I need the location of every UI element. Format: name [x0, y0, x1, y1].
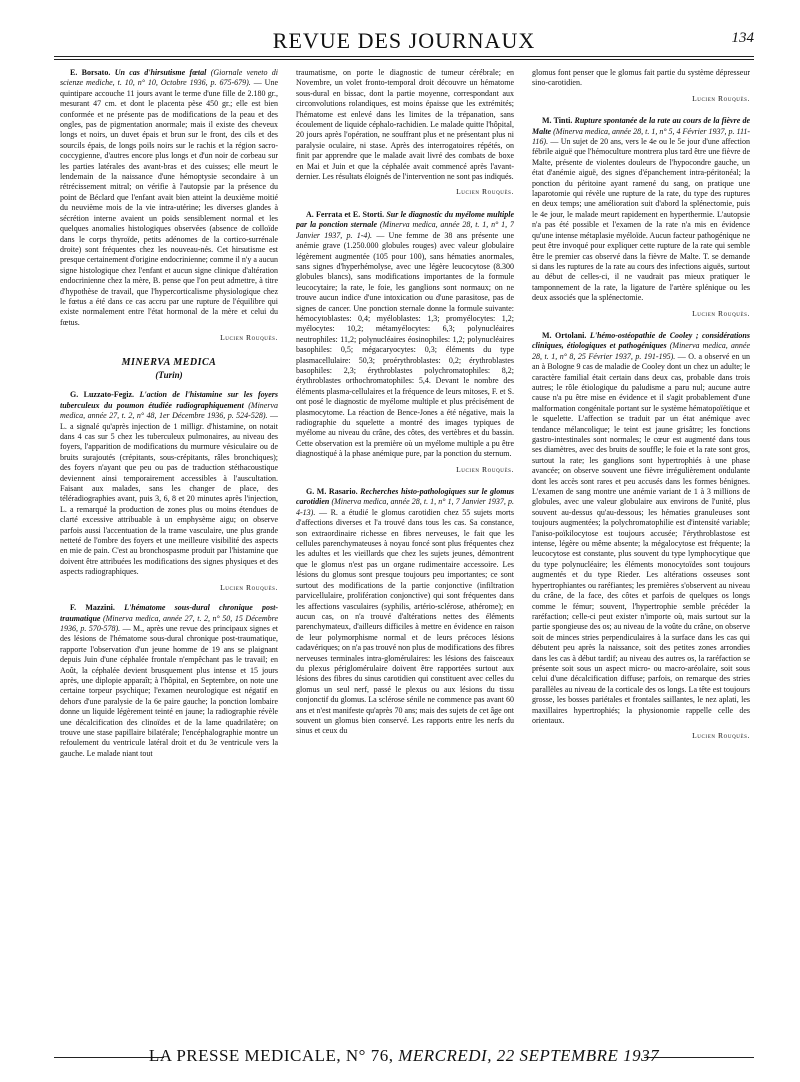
- page-header: [54, 26, 754, 54]
- article-body: — Une femme de 38 ans présente une anémie grave (1.250.000 globules rouges) avec valeur globulaire légèrement augmentée (105 pour 100), sans hématies anormales, sans signes d'hyperhémolyse, avec une légère leucocytose (8.300 globules blancs), sans modifications importantes de la formule leucocytaire; la rate, le foie, les ganglions sont normaux; on ne trouve aucun indice d'une intoxication ou d'une parasitose, pas de signes de cancer. Une ponction sternale donne la formule suivante: hémocytoblastes: 0,4; myéloblastes: 1,3; promyélocytes: 1,2; myélocytes: 10,2; métamyélocytes: 6,3; polynucléaires neutrophiles: 11,2; polynucléaires éosinophiles: 1,2; polynucléaires basophiles: 0,5; mégacaryocytes: 0,3; éléments du type plasmacellulaire: 50,3; proérythroblastes: 0,2; érythroblastes basophiles: 2,3; érythroblastes polychromatophiles: 8,2; érythroblastes orthochromatophiles: 5,4. Devant le nombre des éléments plasma-cellulaires et la fréquence de leurs mitoses, F. et S. ont posé le diagnostic de myélome multiple et plus précisément de plasmocytome. La réaction de Bence-Jones a été négative, mais la radiographie du squelette a montré des images typiques de myélome au niveau du crâne, des côtes, des vertèbres et du bassin. Cette observation est la première où un myélome multiple a pu être diagnostiqué à la phase anémique pure, par la ponction du sternum.: [296, 230, 514, 459]
- article-mazzini: [60, 603, 278, 759]
- article-mazzini-continued: [296, 68, 514, 198]
- page-number: 134: [731, 30, 754, 46]
- continuation-text: traumatisme, on porte le diagnostic de tumeur cérébrale; en Novembre, un volet fronto-temporal droit découvre un hématome sous-dural en bissac, dont la partie moyenne, correspondant aux circonvolutions rolandiques, est moins épaisse que les extrémités; l'hématome est enlevé dans les limites de la trépanation, sans écoulement de liquide céphalo-rachidien. Le malade quitte l'hôpital, 20 jours après l'opération, ne souffrant plus et ne présentant plus ni paralysie oculaire, ni stase. Après des interrogatoires répétés, on finit par apprendre que le malade avait livré des combats de boxe en Mai et Juin et que la céphalée avait commencé après l'avant-dernier. Les résultats éloignés de l'intervention ne sont pas indiqués.: [296, 68, 514, 182]
- running-title: REVUE DES JOURNAUX: [272, 28, 536, 53]
- footer-journal: LA PRESSE MEDICALE,: [148, 1046, 342, 1065]
- article-ortolani: [532, 331, 750, 742]
- article-authors: M. Tinti.: [542, 116, 573, 126]
- article-reference: (Minerva medica, année 28, t. 1, n° 1, 7 Janvier 1937, p. 4-13).: [296, 497, 514, 517]
- article-reference: (Minerva medica, année 27, t. 2, n° 48, 1er Décembre 1936, p. 524-528).: [60, 400, 278, 421]
- article-signature: Lucien Rouquès.: [456, 464, 514, 474]
- article-reference: (Minerva medica, année 28, t. 1, n° 5, 4 Février 1937, p. 111-116).: [532, 126, 750, 147]
- article-reference: (Minerva medica, année 28, t. 1, n° 1, 7 Janvier 1937, p. 1-4).: [296, 220, 514, 240]
- column-right: [532, 68, 750, 1043]
- header-rule: [54, 56, 754, 57]
- page-footer: [54, 1046, 754, 1070]
- article-reference: (Minerva medica, année 28, t. 1, n° 8, 25 Février 1937, p. 191-195).: [532, 341, 750, 361]
- article-authors: G. Luzzato-Fegiz.: [70, 390, 135, 400]
- article-borsato: [60, 68, 278, 344]
- article-rasario-continued: [532, 68, 750, 104]
- article-signature: Lucien Rouquès.: [692, 731, 750, 741]
- article-signature: Lucien Rouquès.: [456, 187, 514, 197]
- article-authors: A. Ferrata et E. Storti.: [306, 209, 385, 219]
- article-reference: (Minerva medica, année 27, t. 2, n° 50, 15 Décembre 1936, p. 570-578).: [60, 613, 278, 633]
- article-rasario: [296, 487, 514, 737]
- article-body: — L. a signalé qu'après injection de 1 milligr. d'histamine, on notait dans 4 cas sur 5 chez les tuberculeux pulmonaires, au niveau des foyers, l'apparition de modifications du murmure vésiculaire ou de bruits surajoutés (crépitants, sous-crépitants, râles bronchiques); des foyers n'ayant que peu ou pas de traduction stéthacoustique deviennent ainsi temporairement accessibles à l'auscultation. Faisant aux malades, sans les changer de place, des téléradiographies avant, puis 3, 6, 8 et 20 minutes après l'injection, L. a remarqué la production de zones plus ou moins étendues de clarté excessive attribuable à un emphysème aigu; on observe parfois aussi l'accentuation de la trame vasculaire, une plus grande netteté de l'ombre des foyers et une meilleure visibilité des aspects en mie de pain. C'est au bronchospasme produit par l'histamine que doivent être attribuées les modifications des signes physiques et des aspects radiographiques.: [60, 411, 278, 577]
- article-body: — Un sujet de 20 ans, vers le 4e ou le 5e jour d'une affection fébrile aiguë que l'hémoculture montrera plus tard être une fièvre de Malte, présente de violentes douleurs de l'hypocondre gauche, un état d'anémie aiguë, des signes d'épanchement intra-péritonéal; la ponction du péritoine ayant ramené du sang, on pratique une laparotomie qui révèle une rupture de la rate, du type des ruptures en deux temps; une amélioration suit d'abord la splénectomie, puis le 4e jour, le malade meurt rapidement en hyperthermie. L'autopsie n'a pas été possible et l'examen de la rate n'a mis en évidence qu'une intense métaplasie myéloïde. Aucun facteur pathogénique ne peut être invoqué pour expliquer cette rupture de la rate qui semble être le premier cas observé dans la fièvre de Malte. T. se demande si dans les ruptures de la rate au cours des infections aiguës, surtout au début de celles-ci, il ne vaudrait pas mieux pratiquer le tamponnement de la rate, la ligature de l'artère splénique ou les deux associés que la splénectomie.: [532, 137, 750, 303]
- article-title: Un cas d'hirsutisme fœtal: [114, 68, 207, 77]
- footer-text: [54, 1046, 754, 1066]
- section-subheading: (Turin): [155, 369, 183, 380]
- article-authors: E. Borsato.: [70, 68, 111, 77]
- article-title: Sur le diagnostic du myélome multiple par la ponction sternale: [296, 209, 514, 230]
- article-ferrata: [296, 210, 514, 475]
- article-luzzato: [60, 390, 278, 593]
- footer-date: MERCREDI, 22 SEPTEMBRE 1937: [398, 1046, 660, 1065]
- article-body: — M., après une revue des principaux signes et des lésions de l'hématome sous-dural chronique post-traumatique, rapporte l'observation d'un jeune homme de 19 ans se plaignant depuis Juin d'une céphalée frontale n'empêchant pas le travail; en Août, la céphalée devient brusquement plus intense et 15 jours après, une diplopie apparaît; à l'hôpital, en Septembre, on note une certaine torpeur psychique; l'examen neurologique est négatif en dehors d'une paralysie de la 6e paire gauche; la ponction lombaire donne un liquide légèrement teinté en jaune; la radiographie révèle une décalcification des clinoïdes et de la lame quadrilatère; on trouve une stase papillaire bilatérale; l'encéphalographie montre un refoulement du ventricule latéral droit et du 3e ventricule vers la gauche. Le malade niant tout: [60, 623, 278, 758]
- column-left: [60, 68, 278, 1043]
- text-columns: [60, 68, 750, 1043]
- article-body: — Une quintipare accouche 11 jours avant le terme d'une fille de 2.180 gr., mesurant 47 cm. et dont le placenta pèse 450 gr.; elle est bien conformée et ne présente pas de modifications de la peau et des ongles, pas de pigmentation anormale; mais il existe des cheveux longs et noirs, un duvet épais et brun sur le front, des cils et des sourcils épais, de longs poils noirs sur le rachis et la région sacro-coccygienne, d'autres encore plus longs et d'un noir de corbeau sur les parties latérales des avant-bras et des cuisses; elle meurt le lendemain de la naissance d'une hémoptysie secondaire à un rétrécissement mitral; on vérifie à l'autopsie par la présence du point de Béclard que l'enfant avait bien atteint la deuxième moitié du neuvième mois de la vie intra-utérine; les diverses glandes à sécrétion interne avaient un poids sensiblement normal et les quelques anomalies histologiques observées (absence de colloïde dans le corps thyroïde, petits adénomes de la cortico-surrénale droite) sont fréquentes chez les nouveau-nés. Cet hirsutisme est presque certainement d'origine endocrinienne; comme il n'y a aucun signe histologique chez l'enfant et aucun signe clinique d'altération endocrinienne chez la mère, B. pense que l'on peut admettre, à titre d'hypothèse de travail, que l'hypercorticalisme physiologique chez le fœtus a été dans ce cas accru par une rupture de l'équilibre qui existe normalement entre l'état hormonal de la mère et celui du fœtus.: [60, 78, 278, 327]
- article-signature: Lucien Rouquès.: [692, 93, 750, 103]
- article-authors: F. Mazzini.: [70, 603, 115, 613]
- continuation-text: glomus font penser que le glomus fait partie du système dépresseur sino-carotidien.: [532, 68, 750, 88]
- footer-issue: N° 76,: [345, 1046, 394, 1065]
- article-tinti: [532, 116, 750, 319]
- article-body: — O. a observé en un an à Bologne 9 cas de maladie de Cooley dont un chez un adulte; le caractère familial était certain dans deux cas, probable dans trois autres; le rôle étiologique du paludisme a paru nul; aucune autre cause n'a pu être mise en évidence et il s'agit probablement d'une malformation congénitale portant sur le système hématopoïétique et le squelette. L'affection se traduit par un état anémique avec tendance mélancolique; le teint est jaune grisâtre; les fonctions gastro-intestinales sont normales; le cœur est augmenté dans tous ses diamètres, avec des bruits de souffle; le foie et la rate sont gros, surtout la rate; les ganglions sont hypertrophiés à une phase avancée; on observe souvent une fièvre irrégulièrement ondulante dont les accès sont rares et peu accusés dans les formes bénignes. L'examen de sang montre une anémie variant de 1 à 3 millions de globules, avec une valeur globulaire aux environs de l'unité, plus souvent au-dessus qu'au-dessous; les hématies granuleuses sont toujours augmentées; la polychromatophilie est d'intensité variable; l'aniso-poïkilocytose est toujours accusée; l'érythroblastose est intense, légère ou même absente; la mégalocytose est fréquente; la leucocytose est constante, plus souvent du type lymphocytique que du type polynucléaire; les éléments monocytoïdes sont toujours augmentés et du type Rieder. Les altérations osseuses sont hypertrophiantes ou raréfiantes; les premières s'observent au niveau du crâne, de la face, des côtes et parfois de quelques os longs comme le fémur; souvent, l'hypertrophie semble précéder la raréfaction; celle-ci peut exister n'importe où, mais surtout sur la partie spongieuse des os; au niveau de la voûte du crâne, on observe soit de minces stries perpendiculaires à la surface dans les cas qui débutent peu après la naissance, soit des petites zones arrondies dans les cas à début tardif; au niveau des autres os, la raréfaction se présente soit sous un aspect micro- ou macro-aréolaire, soit sous celui d'une décalcification diffuse; parfois, on remarque des stries parallèles au niveau de la corticale des os longs. La tête est toujours grosse, les bosses pariétales et frontales saillantes, le nez aplati, les maxillaires hypertrophiés; la physionomie rappelle celle des orientaux.: [532, 351, 750, 725]
- article-authors: M. Ortolani.: [542, 330, 587, 340]
- article-signature: Lucien Rouquès.: [692, 308, 750, 318]
- article-signature: Lucien Rouquès.: [220, 582, 278, 592]
- article-title: L'hématome sous-dural chronique post-traumatique: [60, 603, 278, 623]
- article-title: L'hémo-ostéopathie de Cooley ; considérations cliniques, étiologiques et pathogéniques: [532, 330, 750, 351]
- article-reference: (Giornale veneto di scienze mediche, t. 10, n° 10, Octobre 1936, p. 675-679).: [60, 68, 278, 88]
- article-title: Recherches histo-pathologiques sur le glomus carotidien: [296, 487, 514, 507]
- column-middle: [296, 68, 514, 1043]
- article-authors: G. M. Rasario.: [306, 487, 358, 497]
- article-title: Rupture spontanée de la rate au cours de la fièvre de Malte: [532, 116, 750, 136]
- section-heading: MINERVA MEDICA: [121, 356, 217, 368]
- article-body: — R. a étudié le glomus carotidien chez 55 sujets morts d'affections diverses et l'a trouvé dans tous les cas. Sa constance, son extraordinaire richesse en fibres nerveuses, le fait que les cellules parenchymateuses à noyau foncé sont plus fréquentes chez les adultes et les vieillards que chez les sujets jeunes, démontrent que le glomus n'est pas un organe rudimentaire accessoire. Les lésions du glomus sont presque toujours peu importantes; ce sont surtout des modifications de la partie conjonctive (infiltration parvicellulaire, prolifération conjonctive) qui sont fréquentes dans les affections vasculaires (syphilis, artério-sclérose, athérome); en aucun cas, on n'a trouvé d'altérations nettes des éléments parenchymateux, d'ailleurs difficiles à mettre en évidence en raison de leur polymorphisme normal et de leurs précoces lésions cadavériques; on n'a pas trouvé non plus de modifications des fibres nerveuses terminales intra-glomérulaires: les lésions des faisceaux du plexus périglomérulaire doivent être rapportées surtout aux lésions des fibres du sinus carotidien qui constituent avec celles du glomus un seul nerf, passé le plexus ou aux lésions du tissu conjonctif du glomus. La sclérose sénile ne commence pas avant 60 ans et n'est manifeste qu'après 70 ans; mais des sujets de cet âge ont souvent un glomus bien conservé. Les rapports entre les nerfs du sinus et ceux du: [296, 507, 514, 736]
- header-rule-secondary: [54, 59, 754, 60]
- article-title: L'action de l'histamine sur les foyers tuberculeux du poumon étudiée radiographiquement: [60, 390, 278, 410]
- article-signature: Lucien Rouquès.: [220, 333, 278, 343]
